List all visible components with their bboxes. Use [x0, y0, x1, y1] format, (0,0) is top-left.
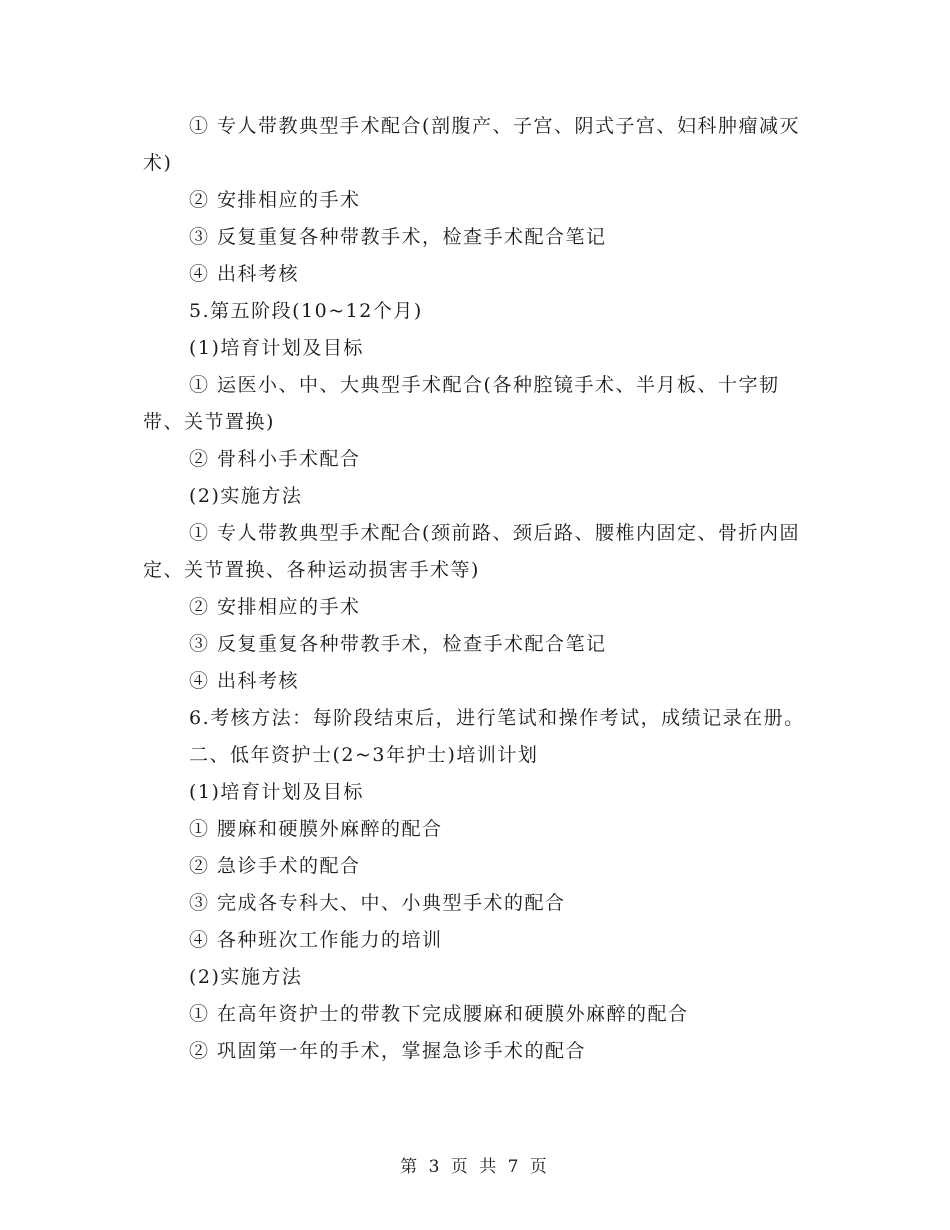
- paragraph: ③ 反复重复各种带教手术，检查手术配合笔记: [189, 226, 607, 248]
- paragraph: ② 骨科小手术配合: [189, 448, 361, 470]
- document-body: [143, 108, 808, 1070]
- page-number-footer: 第 3 页 共 7 页: [400, 1157, 550, 1177]
- paragraph: ② 安排相应的手术: [189, 189, 361, 211]
- subsection-heading: (2)实施方法: [189, 485, 303, 507]
- subsection-heading: (1)培育计划及目标: [189, 781, 364, 803]
- paragraph: ① 在高年资护士的带教下完成腰麻和硬膜外麻醉的配合: [189, 1003, 689, 1025]
- paragraph: ④ 出科考核: [189, 263, 300, 285]
- paragraph: ④ 各种班次工作能力的培训: [189, 929, 443, 951]
- section-heading: 6.考核方法：每阶段结束后，进行笔试和操作考试，成绩记录在册。: [189, 707, 805, 729]
- paragraph: ① 腰麻和硬膜外麻醉的配合: [189, 818, 443, 840]
- paragraph: ① 专人带教典型手术配合(剖腹产、子宫、阴式子宫、妇科肿瘤减灭术): [143, 115, 800, 174]
- paragraph: ① 专人带教典型手术配合(颈前路、颈后路、腰椎内固定、骨折内固定、关节置换、各种运动损害手术等): [143, 522, 800, 581]
- subsection-heading: (1)培育计划及目标: [189, 337, 364, 359]
- paragraph: ② 巩固第一年的手术，掌握急诊手术的配合: [189, 1040, 587, 1062]
- paragraph: ③ 完成各专科大、中、小典型手术的配合: [189, 892, 566, 914]
- paragraph: ② 急诊手术的配合: [189, 855, 361, 877]
- section-heading: 5.第五阶段(10~12个月): [189, 300, 423, 322]
- paragraph: ④ 出科考核: [189, 670, 300, 692]
- paragraph: ① 运医小、中、大典型手术配合(各种腔镜手术、半月板、十字韧带、关节置换): [143, 374, 780, 433]
- paragraph: ③ 反复重复各种带教手术，检查手术配合笔记: [189, 633, 607, 655]
- subsection-heading: (2)实施方法: [189, 966, 303, 988]
- paragraph: ② 安排相应的手术: [189, 596, 361, 618]
- section-heading: 二、低年资护士(2~3年护士)培训计划: [189, 744, 539, 766]
